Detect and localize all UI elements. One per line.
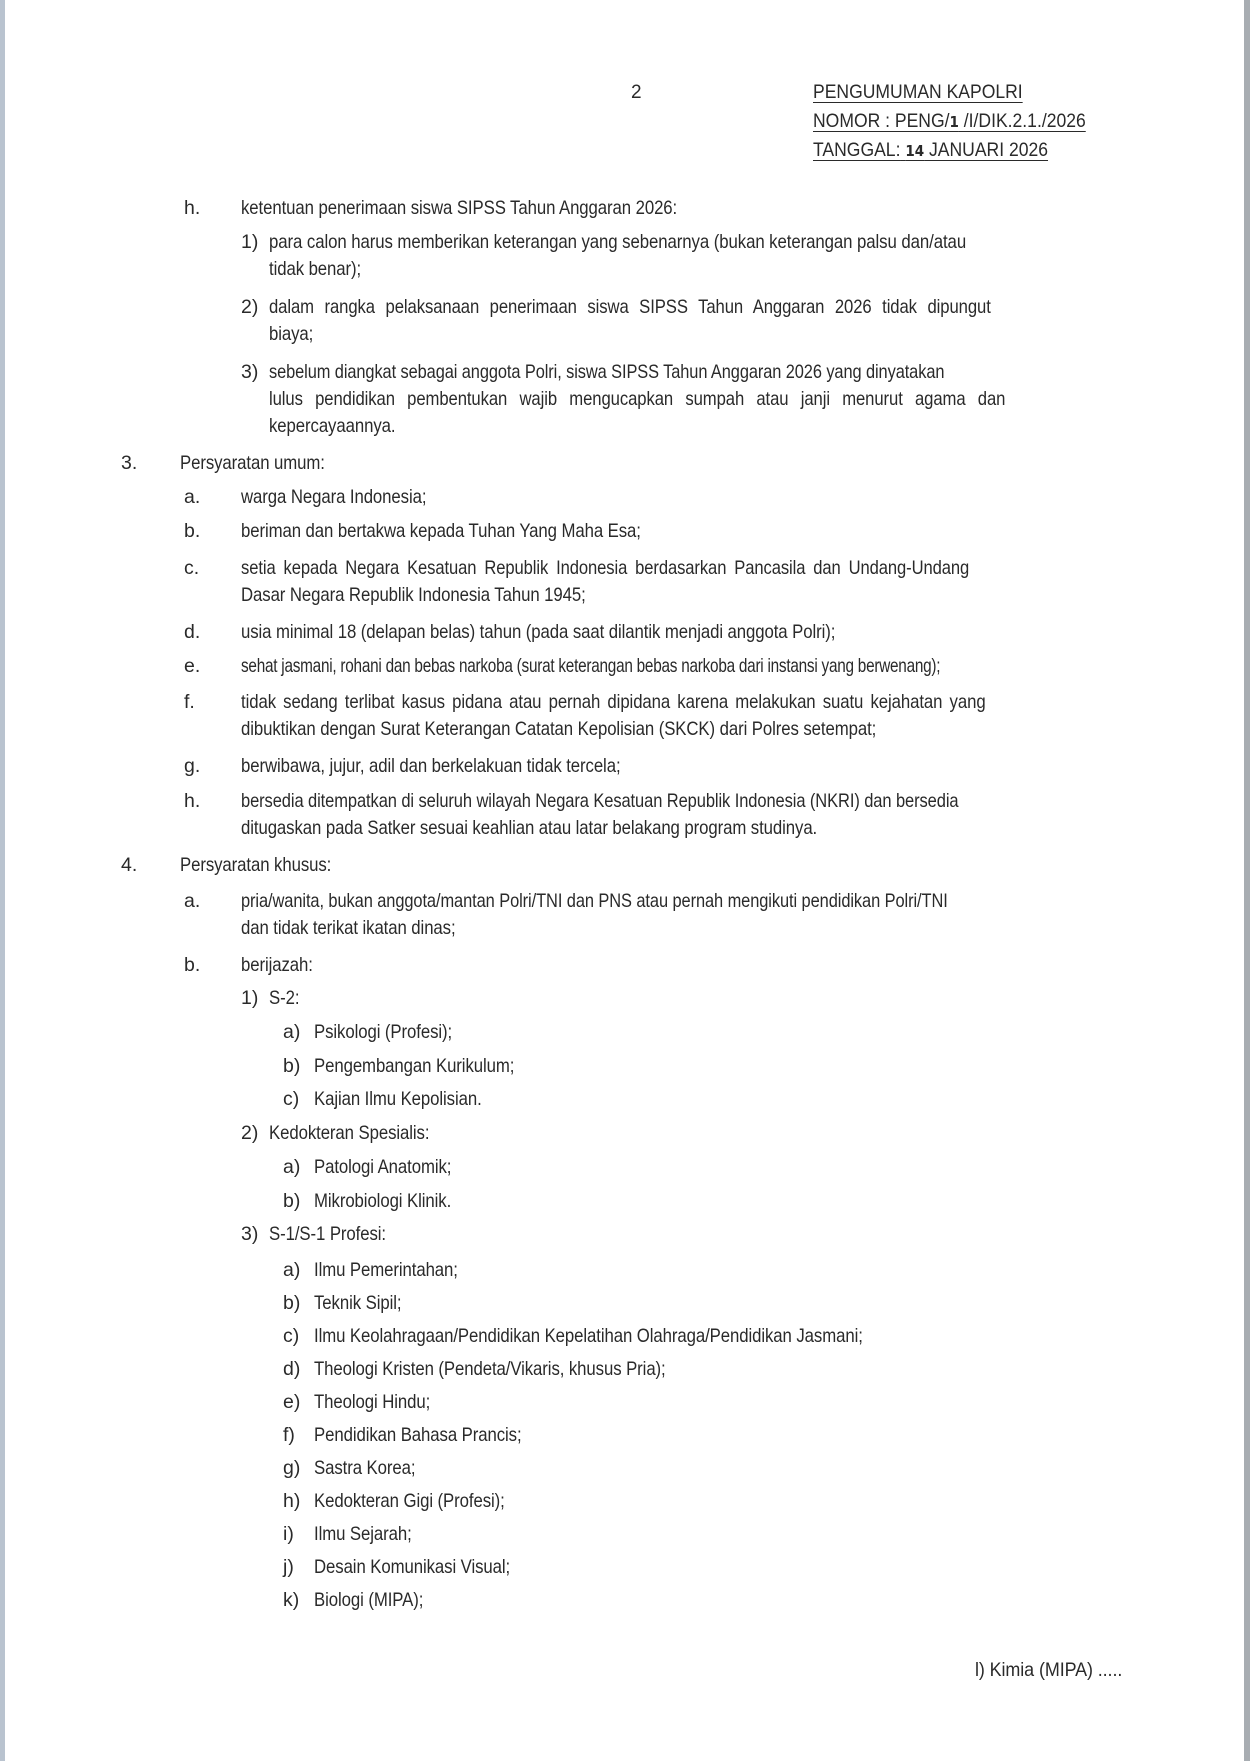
h-item-3-line-2: lulus pendidikan pembentukan wajib mengucapkan sumpah atau janji menurut agama dan [269,388,1006,410]
group-1-title: S-2: [269,987,300,1009]
g1-a-text: Psikologi (Profesi); [314,1021,453,1043]
s3-b-line-1: beriman dan bertakwa kepada Tuhan Yang Maha Esa; [241,520,641,542]
g3-k-marker: k) [283,1589,300,1611]
tanggal-handwritten: 14 [905,142,925,160]
header-nomor [813,109,1086,134]
section-4-marker: 4. [121,854,138,876]
s3-e-line-1: sehat jasmani, rohani dan bebas narkoba (surat keterangan bebas narkoba dari instansi yang berwenang); [241,655,941,677]
g3-g-marker: g) [283,1457,301,1479]
s3-g-line-1: berwibawa, jujur, adil dan berkelakuan tidak tercela; [241,755,621,777]
g2-b-marker: b) [283,1190,301,1212]
header-title: PENGUMUMAN KAPOLRI [813,81,1023,103]
s3-d-marker: d. [184,621,201,643]
section-3-marker: 3. [121,452,138,474]
s3-b-marker: b. [184,520,201,542]
s4-a-marker: a. [184,890,201,912]
g3-c-marker: c) [283,1325,300,1347]
s3-c-line-1: setia kepada Negara Kesatuan Republik Indonesia berdasarkan Pancasila dan Undang-Undang [241,557,970,579]
s4-a-line-2: dan tidak terikat ikatan dinas; [241,917,456,939]
tanggal-label: TANGGAL: [813,139,901,161]
h-item-3-line-3: kepercayaannya. [269,415,396,437]
scan-edge-left [0,0,5,1761]
g3-j-text: Desain Komunikasi Visual; [314,1556,511,1578]
g3-i-text: Ilmu Sejarah; [314,1523,412,1545]
section-h-text: ketentuan penerimaan siswa SIPSS Tahun Anggaran 2026: [241,197,678,219]
g3-e-text: Theologi Hindu; [314,1391,431,1413]
s3-a-marker: a. [184,486,201,508]
g3-d-text: Theologi Kristen (Pendeta/Vikaris, khusus Pria); [314,1358,666,1380]
header-tanggal [813,138,1048,163]
s3-f-marker: f. [184,691,195,713]
h-item-2-line-1: dalam rangka pelaksanaan penerimaan siswa SIPSS Tahun Anggaran 2026 tidak dipungut [269,296,991,318]
nomor-suffix: /I/DIK.2.1./2026 [958,110,1086,132]
section-3-title: Persyaratan umum: [180,452,325,474]
g3-f-marker: f) [283,1424,295,1446]
h-item-1-line-2: tidak benar); [269,258,362,280]
g1-b-marker: b) [283,1055,301,1077]
group-2-title: Kedokteran Spesialis: [269,1122,430,1144]
scan-edge-right [1244,0,1250,1761]
g3-g-text: Sastra Korea; [314,1457,416,1479]
g3-f-text: Pendidikan Bahasa Prancis; [314,1424,522,1446]
g3-b-text: Teknik Sipil; [314,1292,402,1314]
g2-a-marker: a) [283,1156,301,1178]
g3-d-marker: d) [283,1358,301,1380]
h-item-2-line-2: biaya; [269,323,314,345]
nomor-label: NOMOR : PENG/ [813,110,950,132]
group-2-marker: 2) [241,1122,259,1144]
s3-c-marker: c. [184,557,200,579]
g1-c-marker: c) [283,1088,300,1110]
group-3-title: S-1/S-1 Profesi: [269,1223,387,1245]
s3-h-line-2: ditugaskan pada Satker sesuai keahlian atau latar belakang program studinya. [241,817,818,839]
s3-d-line-1: usia minimal 18 (delapan belas) tahun (pada saat dilantik menjadi anggota Polri); [241,621,836,643]
g3-a-text: Ilmu Pemerintahan; [314,1259,458,1281]
section-h-marker: h. [184,197,201,219]
continuation-text: l) Kimia (MIPA) ..... [975,1659,1123,1681]
g1-a-marker: a) [283,1021,301,1043]
s3-g-marker: g. [184,755,201,777]
g2-b-text: Mikrobiologi Klinik. [314,1190,452,1212]
g1-c-text: Kajian Ilmu Kepolisian. [314,1088,482,1110]
g3-j-marker: j) [283,1556,294,1578]
s3-f-line-2: dibuktikan dengan Surat Keterangan Catatan Kepolisian (SKCK) dari Polres setempat; [241,718,877,740]
g2-a-text: Patologi Anatomik; [314,1156,452,1178]
h-item-1-line-1: para calon harus memberikan keterangan yang sebenarnya (bukan keterangan palsu dan/atau [269,231,967,253]
page-number: 2 [631,82,642,103]
group-1-marker: 1) [241,987,259,1009]
h-item-3-line-1: sebelum diangkat sebagai anggota Polri, siswa SIPSS Tahun Anggaran 2026 yang dinyatakan [269,361,945,383]
g3-i-marker: i) [283,1523,294,1545]
nomor-handwritten: 1 [949,113,959,131]
h-item-1-marker: 1) [241,231,259,253]
s4-b-marker: b. [184,954,201,976]
h-item-3-marker: 3) [241,361,259,383]
g3-c-text: Ilmu Keolahragaan/Pendidikan Kepelatihan Olahraga/Pendidikan Jasmani; [314,1325,863,1347]
s4-b-text: berijazah: [241,954,313,976]
g3-b-marker: b) [283,1292,301,1314]
group-3-marker: 3) [241,1223,259,1245]
s3-a-line-1: warga Negara Indonesia; [241,486,427,508]
s3-h-line-1: bersedia ditempatkan di seluruh wilayah Negara Kesatuan Republik Indonesia (NKRI) dan bersedia [241,790,959,812]
g1-b-text: Pengembangan Kurikulum; [314,1055,515,1077]
s3-c-line-2: Dasar Negara Republik Indonesia Tahun 1945; [241,584,586,606]
g3-a-marker: a) [283,1259,301,1281]
g3-h-text: Kedokteran Gigi (Profesi); [314,1490,505,1512]
g3-h-marker: h) [283,1490,301,1512]
g3-k-text: Biologi (MIPA); [314,1589,424,1611]
s3-f-line-1: tidak sedang terlibat kasus pidana atau pernah dipidana karena melakukan suatu kejahatan yang [241,691,986,713]
g3-e-marker: e) [283,1391,301,1413]
h-item-2-marker: 2) [241,296,259,318]
section-4-title: Persyaratan khusus: [180,854,332,876]
tanggal-suffix: JANUARI 2026 [924,139,1049,161]
s3-h-marker: h. [184,790,201,812]
s3-e-marker: e. [184,655,201,677]
s4-a-line-1: pria/wanita, bukan anggota/mantan Polri/TNI dan PNS atau pernah mengikuti pendidikan Polri/TNI [241,890,948,912]
